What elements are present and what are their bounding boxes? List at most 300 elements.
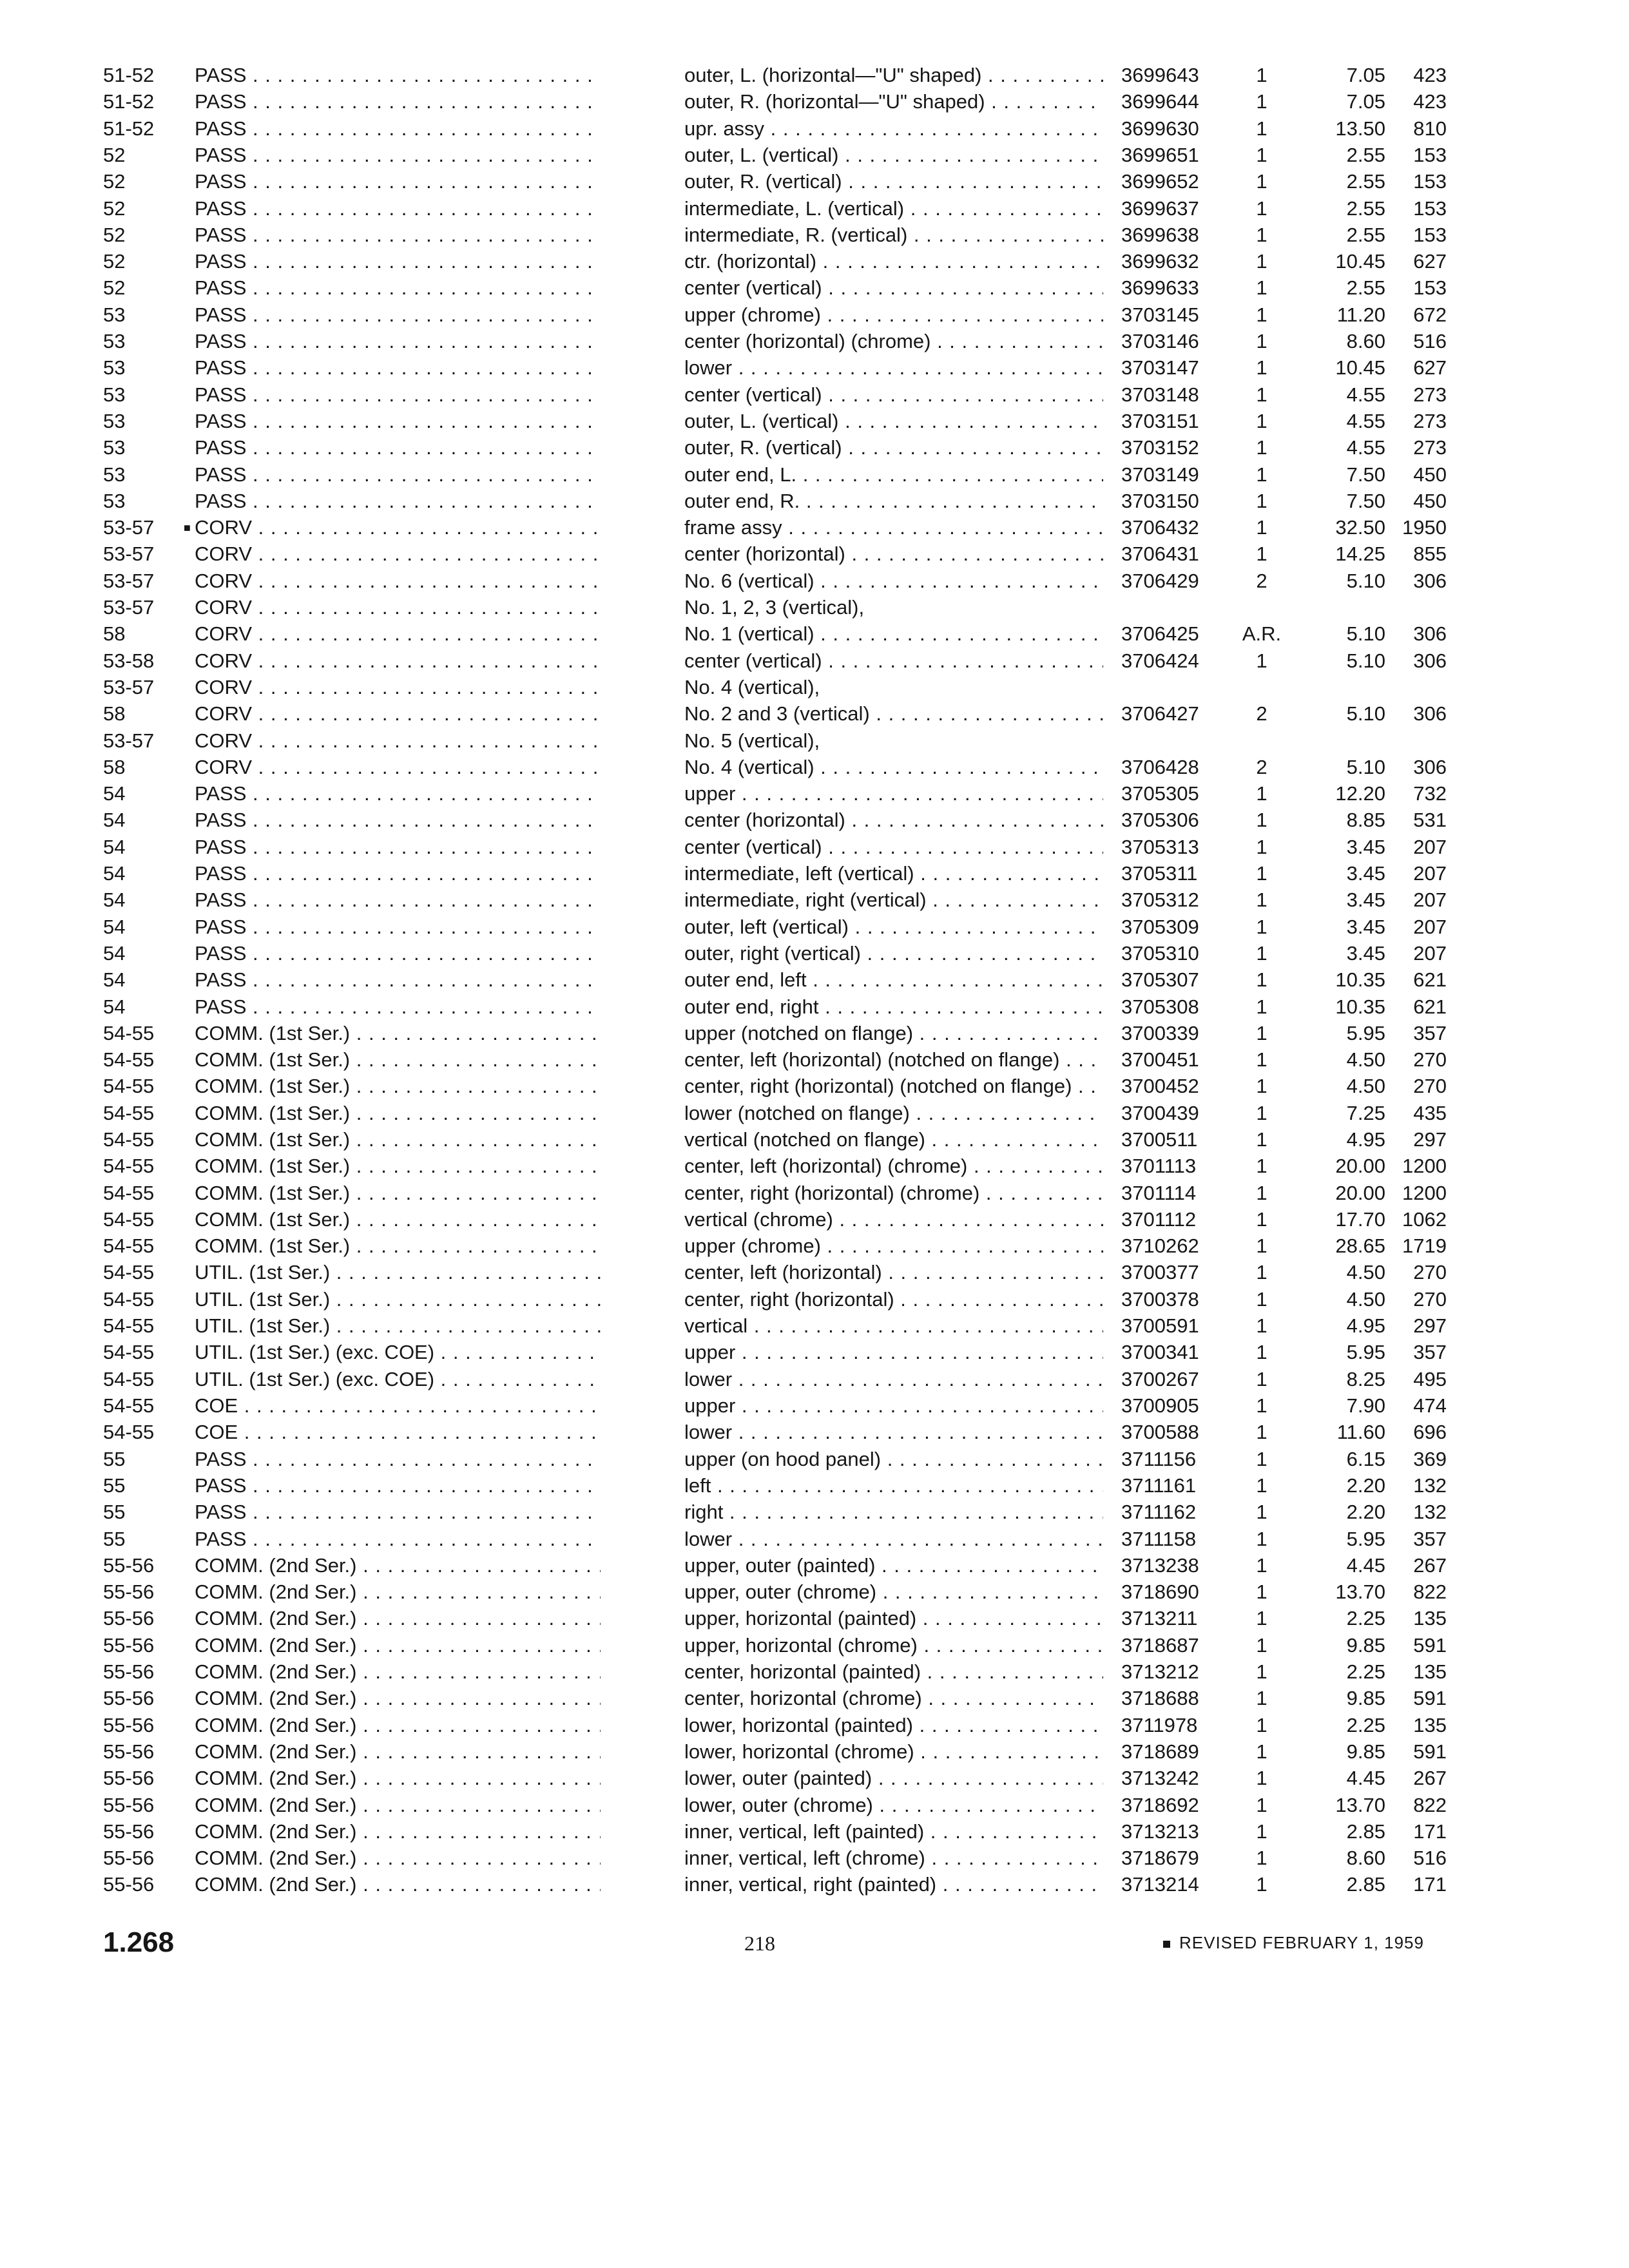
table-row <box>0 382 1629 408</box>
price-cell: 4.45 <box>1346 1767 1385 1789</box>
description-cell: center, left (horizontal) (chrome) . . . <box>684 1153 1103 1179</box>
model-cell: COMM. (1st Ser.) . . . <box>195 1100 601 1126</box>
description-cell: lower . . . <box>684 1526 1103 1552</box>
price-cell: 2.55 <box>1346 197 1385 220</box>
table-row <box>0 914 1629 940</box>
quantity-cell: 1 <box>1256 862 1268 885</box>
model-cell: COMM. (1st Ser.) . . . <box>195 1233 601 1259</box>
price-cell: 8.85 <box>1346 809 1385 831</box>
description-cell: upper, outer (chrome) . . . <box>684 1579 1103 1605</box>
weight-cell: 132 <box>1413 1474 1447 1497</box>
description-cell: outer, R. (vertical) . . . <box>684 435 1103 461</box>
quantity-cell: 1 <box>1256 1075 1268 1097</box>
table-row <box>0 568 1629 594</box>
quantity-cell: 1 <box>1256 1554 1268 1577</box>
weight-cell: 273 <box>1413 410 1447 432</box>
weight-cell: 270 <box>1413 1048 1447 1071</box>
year-cell: 52 <box>103 144 126 166</box>
part-number-cell: 3699632 <box>1121 250 1199 273</box>
year-cell: 55-56 <box>103 1634 155 1657</box>
weight-cell: 153 <box>1413 224 1447 246</box>
description-cell: outer, L. (vertical) . . . <box>684 142 1103 168</box>
part-number-cell: 3705305 <box>1121 782 1199 805</box>
year-cell: 55-56 <box>103 1767 155 1789</box>
model-cell: CORV . . . <box>195 675 601 700</box>
table-row <box>0 1526 1629 1552</box>
description-cell: upper (chrome) . . . <box>684 302 1103 328</box>
description-cell: center (vertical) . . . <box>684 275 1103 301</box>
quantity-cell: 1 <box>1256 968 1268 991</box>
model-cell: COMM. (2nd Ser.) . . . <box>195 1553 601 1579</box>
description-cell: ctr. (horizontal) . . . <box>684 249 1103 274</box>
model-cell: CORV . . . <box>195 621 601 647</box>
weight-cell: 591 <box>1413 1634 1447 1657</box>
part-number-cell: 3700591 <box>1121 1314 1199 1337</box>
year-cell: 54-55 <box>103 1182 155 1204</box>
price-cell: 5.95 <box>1346 1341 1385 1363</box>
quantity-cell: 1 <box>1256 543 1268 565</box>
quantity-cell: 1 <box>1256 1687 1268 1709</box>
description-cell: center, left (horizontal) . . . <box>684 1260 1103 1285</box>
year-cell: 54-55 <box>103 1048 155 1071</box>
part-number-cell: 3699652 <box>1121 170 1199 193</box>
model-cell: COMM. (2nd Ser.) . . . <box>195 1606 601 1631</box>
model-cell: PASS . . . <box>195 329 601 354</box>
part-number-cell: 3699643 <box>1121 64 1199 86</box>
table-row <box>0 275 1629 301</box>
table-row <box>0 1659 1629 1685</box>
part-number-cell: 3699651 <box>1121 144 1199 166</box>
year-cell: 54-55 <box>103 1235 155 1257</box>
part-number-cell: 3711156 <box>1121 1448 1197 1470</box>
model-cell: PASS . . . <box>195 1526 601 1552</box>
model-cell: PASS . . . <box>195 249 601 274</box>
quantity-cell: 1 <box>1256 1740 1268 1763</box>
table-row <box>0 701 1629 727</box>
quantity-cell: 1 <box>1256 1767 1268 1789</box>
part-number-cell: 3703150 <box>1121 490 1199 512</box>
quantity-cell: 2 <box>1256 570 1268 592</box>
quantity-cell: 2 <box>1256 756 1268 778</box>
price-cell: 10.45 <box>1335 250 1385 273</box>
quantity-cell: 1 <box>1256 1261 1268 1283</box>
part-number-cell: 3711161 <box>1121 1474 1197 1497</box>
quantity-cell: 1 <box>1256 463 1268 486</box>
year-cell: 54-55 <box>103 1155 155 1177</box>
model-cell: UTIL. (1st Ser.) (exc. COE) . . . <box>195 1340 601 1365</box>
part-number-cell: 3706424 <box>1121 649 1199 672</box>
part-number-cell: 3703145 <box>1121 303 1199 326</box>
description-cell: outer, left (vertical) . . . <box>684 914 1103 940</box>
quantity-cell: A.R. <box>1242 622 1282 645</box>
year-cell: 55-56 <box>103 1714 155 1736</box>
description-cell: left . . . <box>684 1473 1103 1499</box>
description-cell: inner, vertical, left (painted) . . . <box>684 1819 1103 1845</box>
table-row <box>0 1553 1629 1579</box>
table-row <box>0 249 1629 274</box>
description-cell: center, horizontal (painted) . . . <box>684 1659 1103 1685</box>
year-cell: 58 <box>103 756 126 778</box>
table-row <box>0 781 1629 807</box>
revision-marker-icon <box>1163 1941 1170 1948</box>
description-cell: upper (chrome) . . . <box>684 1233 1103 1259</box>
table-row <box>0 1287 1629 1312</box>
table-row <box>0 1792 1629 1818</box>
quantity-cell: 1 <box>1256 144 1268 166</box>
description-cell: inner, vertical, right (painted) . . . <box>684 1872 1103 1898</box>
price-cell: 5.10 <box>1346 756 1385 778</box>
price-cell: 20.00 <box>1335 1182 1385 1204</box>
quantity-cell: 1 <box>1256 1528 1268 1550</box>
weight-cell: 207 <box>1413 916 1447 938</box>
year-cell: 54-55 <box>103 1022 155 1044</box>
quantity-cell: 1 <box>1256 224 1268 246</box>
table-row <box>0 1446 1629 1472</box>
part-number-cell: 3700452 <box>1121 1075 1199 1097</box>
model-cell: PASS . . . <box>195 834 601 860</box>
model-cell: PASS . . . <box>195 861 601 887</box>
quantity-cell: 1 <box>1256 1714 1268 1736</box>
weight-cell: 207 <box>1413 942 1447 965</box>
price-cell: 4.55 <box>1346 383 1385 406</box>
model-cell: COMM. (2nd Ser.) . . . <box>195 1819 601 1845</box>
description-cell: No. 1, 2, 3 (vertical), <box>684 596 865 619</box>
quantity-cell: 1 <box>1256 1421 1268 1443</box>
weight-cell: 306 <box>1413 570 1447 592</box>
price-cell: 3.45 <box>1346 862 1385 885</box>
table-row <box>0 1579 1629 1605</box>
model-cell: COMM. (2nd Ser.) . . . <box>195 1765 601 1791</box>
year-cell: 53-57 <box>103 729 155 752</box>
year-cell: 52 <box>103 276 126 299</box>
part-number-cell: 3705313 <box>1121 836 1199 858</box>
year-cell: 53-57 <box>103 676 155 698</box>
description-cell: upper, horizontal (painted) . . . <box>684 1606 1103 1631</box>
weight-cell: 435 <box>1413 1102 1447 1124</box>
year-cell: 54 <box>103 809 126 831</box>
table-row <box>0 196 1629 222</box>
part-number-cell: 3699644 <box>1121 90 1199 113</box>
table-row <box>0 1340 1629 1365</box>
price-cell: 7.50 <box>1346 463 1385 486</box>
model-cell: COMM. (1st Ser.) . . . <box>195 1153 601 1179</box>
part-number-cell: 3711158 <box>1121 1528 1197 1550</box>
part-number-cell: 3705311 <box>1121 862 1198 885</box>
weight-cell: 207 <box>1413 836 1447 858</box>
year-cell: 55-56 <box>103 1847 155 1869</box>
price-cell: 8.60 <box>1346 1847 1385 1869</box>
part-number-cell: 3703147 <box>1121 356 1199 379</box>
year-cell: 54 <box>103 995 126 1018</box>
model-cell: PASS . . . <box>195 62 601 88</box>
table-row <box>0 1047 1629 1073</box>
model-cell: COMM. (1st Ser.) . . . <box>195 1073 601 1099</box>
table-row <box>0 1073 1629 1099</box>
model-cell: COMM. (2nd Ser.) . . . <box>195 1872 601 1898</box>
part-number-cell: 3711978 <box>1121 1714 1198 1736</box>
price-cell: 20.00 <box>1335 1155 1385 1177</box>
quantity-cell: 1 <box>1256 1102 1268 1124</box>
quantity-cell: 1 <box>1256 1394 1268 1417</box>
quantity-cell: 1 <box>1256 1155 1268 1177</box>
description-cell: upper (notched on flange) . . . <box>684 1021 1103 1046</box>
part-number-cell: 3699630 <box>1121 117 1199 140</box>
part-number-cell: 3699637 <box>1121 197 1199 220</box>
price-cell: 32.50 <box>1335 516 1385 539</box>
weight-cell: 495 <box>1413 1368 1447 1390</box>
quantity-cell: 1 <box>1256 1288 1268 1311</box>
quantity-cell: 1 <box>1256 1474 1268 1497</box>
quantity-cell: 1 <box>1256 649 1268 672</box>
description-cell: outer, L. (horizontal—"U" shaped) . . . <box>684 62 1103 88</box>
quantity-cell: 1 <box>1256 1873 1268 1896</box>
year-cell: 54 <box>103 836 126 858</box>
quantity-cell: 1 <box>1256 1048 1268 1071</box>
price-cell: 7.05 <box>1346 90 1385 113</box>
year-cell: 52 <box>103 170 126 193</box>
year-cell: 51-52 <box>103 64 155 86</box>
description-cell: lower, horizontal (painted) . . . <box>684 1713 1103 1738</box>
table-row <box>0 541 1629 567</box>
quantity-cell: 1 <box>1256 276 1268 299</box>
weight-cell: 516 <box>1413 1847 1447 1869</box>
price-cell: 2.25 <box>1346 1714 1385 1736</box>
price-cell: 2.85 <box>1346 1820 1385 1843</box>
quantity-cell: 1 <box>1256 490 1268 512</box>
table-row <box>0 861 1629 887</box>
model-cell: COMM. (2nd Ser.) . . . <box>195 1845 601 1871</box>
price-cell: 2.25 <box>1346 1607 1385 1629</box>
table-row <box>0 1313 1629 1339</box>
revision-marker-icon: ■ <box>184 521 191 534</box>
price-cell: 5.10 <box>1346 702 1385 725</box>
year-cell: 54-55 <box>103 1208 155 1231</box>
part-number-cell: 3700378 <box>1121 1288 1199 1311</box>
weight-cell: 171 <box>1413 1873 1447 1896</box>
part-number-cell: 3718692 <box>1121 1794 1199 1816</box>
year-cell: 53 <box>103 356 126 379</box>
weight-cell: 822 <box>1413 1794 1447 1816</box>
part-number-cell: 3718679 <box>1121 1847 1199 1869</box>
description-cell: outer end, right . . . <box>684 994 1103 1020</box>
model-cell: PASS . . . <box>195 967 601 993</box>
description-cell: upper, outer (painted) . . . <box>684 1553 1103 1579</box>
price-cell: 3.45 <box>1346 836 1385 858</box>
year-cell: 53 <box>103 436 126 459</box>
quantity-cell: 1 <box>1256 117 1268 140</box>
part-number-cell: 3700451 <box>1121 1048 1199 1071</box>
price-cell: 5.10 <box>1346 570 1385 592</box>
quantity-cell: 1 <box>1256 1235 1268 1257</box>
table-row <box>0 1739 1629 1765</box>
quantity-cell: 1 <box>1256 1820 1268 1843</box>
year-cell: 54-55 <box>103 1394 155 1417</box>
part-number-cell: 3705307 <box>1121 968 1199 991</box>
part-number-cell: 3699638 <box>1121 224 1199 246</box>
description-cell: frame assy . . . <box>684 515 1103 541</box>
model-cell: CORV . . . <box>195 648 601 674</box>
weight-cell: 621 <box>1413 995 1447 1018</box>
model-cell: COMM. (2nd Ser.) . . . <box>195 1579 601 1605</box>
year-cell: 55-56 <box>103 1660 155 1683</box>
quantity-cell: 2 <box>1256 702 1268 725</box>
revision-note <box>1163 1933 1424 1953</box>
model-cell: PASS . . . <box>195 1446 601 1472</box>
model-cell: PASS . . . <box>195 408 601 434</box>
weight-cell: 135 <box>1413 1607 1447 1629</box>
year-cell: 53 <box>103 490 126 512</box>
weight-cell: 1062 <box>1402 1208 1447 1231</box>
description-cell: lower, outer (chrome) . . . <box>684 1792 1103 1818</box>
year-cell: 53 <box>103 463 126 486</box>
model-cell: PASS . . . <box>195 914 601 940</box>
part-number-cell: 3705309 <box>1121 916 1199 938</box>
table-row <box>0 515 1629 541</box>
year-cell: 54 <box>103 782 126 805</box>
quantity-cell: 1 <box>1256 995 1268 1018</box>
weight-cell: 270 <box>1413 1261 1447 1283</box>
quantity-cell: 1 <box>1256 170 1268 193</box>
model-cell: PASS . . . <box>195 994 601 1020</box>
quantity-cell: 1 <box>1256 1128 1268 1151</box>
price-cell: 6.15 <box>1346 1448 1385 1470</box>
table-row <box>0 1633 1629 1658</box>
price-cell: 4.55 <box>1346 410 1385 432</box>
quantity-cell: 1 <box>1256 889 1268 911</box>
quantity-cell: 1 <box>1256 1208 1268 1231</box>
description-cell: outer, R. (vertical) . . . <box>684 169 1103 195</box>
quantity-cell: 1 <box>1256 782 1268 805</box>
page-number: 218 <box>744 1932 775 1955</box>
part-number-cell: 3706429 <box>1121 570 1199 592</box>
year-cell: 55-56 <box>103 1554 155 1577</box>
year-cell: 53 <box>103 330 126 352</box>
weight-cell: 696 <box>1413 1421 1447 1443</box>
year-cell: 54-55 <box>103 1341 155 1363</box>
description-cell: No. 5 (vertical), <box>684 729 820 752</box>
weight-cell: 153 <box>1413 144 1447 166</box>
year-cell: 54-55 <box>103 1368 155 1390</box>
year-cell: 53 <box>103 383 126 406</box>
description-cell: lower . . . <box>684 355 1103 381</box>
part-number-cell: 3700439 <box>1121 1102 1199 1124</box>
table-row <box>0 408 1629 434</box>
table-row <box>0 462 1629 488</box>
quantity-cell: 1 <box>1256 1314 1268 1337</box>
model-cell: PASS . . . <box>195 488 601 514</box>
weight-cell: 357 <box>1413 1022 1447 1044</box>
description-cell: inner, vertical, left (chrome) . . . <box>684 1845 1103 1871</box>
description-cell: outer, L. (vertical) . . . <box>684 408 1103 434</box>
quantity-cell: 1 <box>1256 64 1268 86</box>
year-cell: 55 <box>103 1474 126 1497</box>
part-number-cell: 3713211 <box>1121 1607 1198 1629</box>
description-cell: No. 2 and 3 (vertical) . . . <box>684 701 1103 727</box>
quantity-cell: 1 <box>1256 1607 1268 1629</box>
table-row <box>0 1473 1629 1499</box>
weight-cell: 423 <box>1413 90 1447 113</box>
year-cell: 54-55 <box>103 1314 155 1337</box>
model-cell: CORV . . . <box>195 595 601 620</box>
model-cell: PASS . . . <box>195 89 601 115</box>
price-cell: 10.45 <box>1335 356 1385 379</box>
section-number: 1.268 <box>103 1927 175 1958</box>
table-row <box>0 648 1629 674</box>
model-cell: COMM. (1st Ser.) . . . <box>195 1207 601 1233</box>
price-cell: 13.70 <box>1335 1794 1385 1816</box>
weight-cell: 273 <box>1413 436 1447 459</box>
table-row <box>0 1499 1629 1525</box>
model-cell: PASS . . . <box>195 435 601 461</box>
quantity-cell: 1 <box>1256 916 1268 938</box>
price-cell: 2.20 <box>1346 1474 1385 1497</box>
weight-cell: 306 <box>1413 622 1447 645</box>
model-cell: COMM. (1st Ser.) . . . <box>195 1021 601 1046</box>
table-row <box>0 1393 1629 1419</box>
quantity-cell: 1 <box>1256 410 1268 432</box>
quantity-cell: 1 <box>1256 516 1268 539</box>
model-cell: PASS . . . <box>195 275 601 301</box>
description-cell: lower, outer (painted) . . . <box>684 1765 1103 1791</box>
quantity-cell: 1 <box>1256 836 1268 858</box>
table-row <box>0 169 1629 195</box>
model-cell: COMM. (2nd Ser.) . . . <box>195 1792 601 1818</box>
table-row <box>0 1765 1629 1791</box>
weight-cell: 207 <box>1413 862 1447 885</box>
year-cell: 55-56 <box>103 1873 155 1896</box>
description-cell: lower . . . <box>684 1419 1103 1445</box>
description-cell: No. 4 (vertical), <box>684 676 820 698</box>
weight-cell: 132 <box>1413 1501 1447 1523</box>
model-cell: UTIL. (1st Ser.) . . . <box>195 1287 601 1312</box>
table-row <box>0 1127 1629 1153</box>
year-cell: 53-58 <box>103 649 155 672</box>
weight-cell: 810 <box>1413 117 1447 140</box>
model-cell: PASS . . . <box>195 116 601 142</box>
quantity-cell: 1 <box>1256 1794 1268 1816</box>
part-number-cell: 3706427 <box>1121 702 1199 725</box>
model-cell: COMM. (1st Ser.) . . . <box>195 1180 601 1206</box>
year-cell: 53-57 <box>103 570 155 592</box>
table-row <box>0 1367 1629 1392</box>
year-cell: 55-56 <box>103 1740 155 1763</box>
model-cell: COMM. (2nd Ser.) . . . <box>195 1713 601 1738</box>
weight-cell: 1200 <box>1402 1155 1447 1177</box>
quantity-cell: 1 <box>1256 1847 1268 1869</box>
description-cell: No. 1 (vertical) . . . <box>684 621 1103 647</box>
price-cell: 28.65 <box>1335 1235 1385 1257</box>
price-cell: 3.45 <box>1346 916 1385 938</box>
part-number-cell: 3703152 <box>1121 436 1199 459</box>
description-cell: upper . . . <box>684 781 1103 807</box>
year-cell: 55 <box>103 1448 126 1470</box>
price-cell: 10.35 <box>1335 968 1385 991</box>
weight-cell: 627 <box>1413 250 1447 273</box>
year-cell: 55-56 <box>103 1607 155 1629</box>
price-cell: 4.45 <box>1346 1554 1385 1577</box>
year-cell: 58 <box>103 622 126 645</box>
table-row <box>0 1021 1629 1046</box>
weight-cell: 822 <box>1413 1581 1447 1603</box>
model-cell: PASS . . . <box>195 169 601 195</box>
description-cell: center (vertical) . . . <box>684 834 1103 860</box>
model-cell: COMM. (1st Ser.) . . . <box>195 1127 601 1153</box>
model-cell: CORV . . . <box>195 541 601 567</box>
price-cell: 3.45 <box>1346 942 1385 965</box>
weight-cell: 267 <box>1413 1767 1447 1789</box>
part-number-cell: 3700905 <box>1121 1394 1199 1417</box>
part-number-cell: 3711162 <box>1121 1501 1197 1523</box>
